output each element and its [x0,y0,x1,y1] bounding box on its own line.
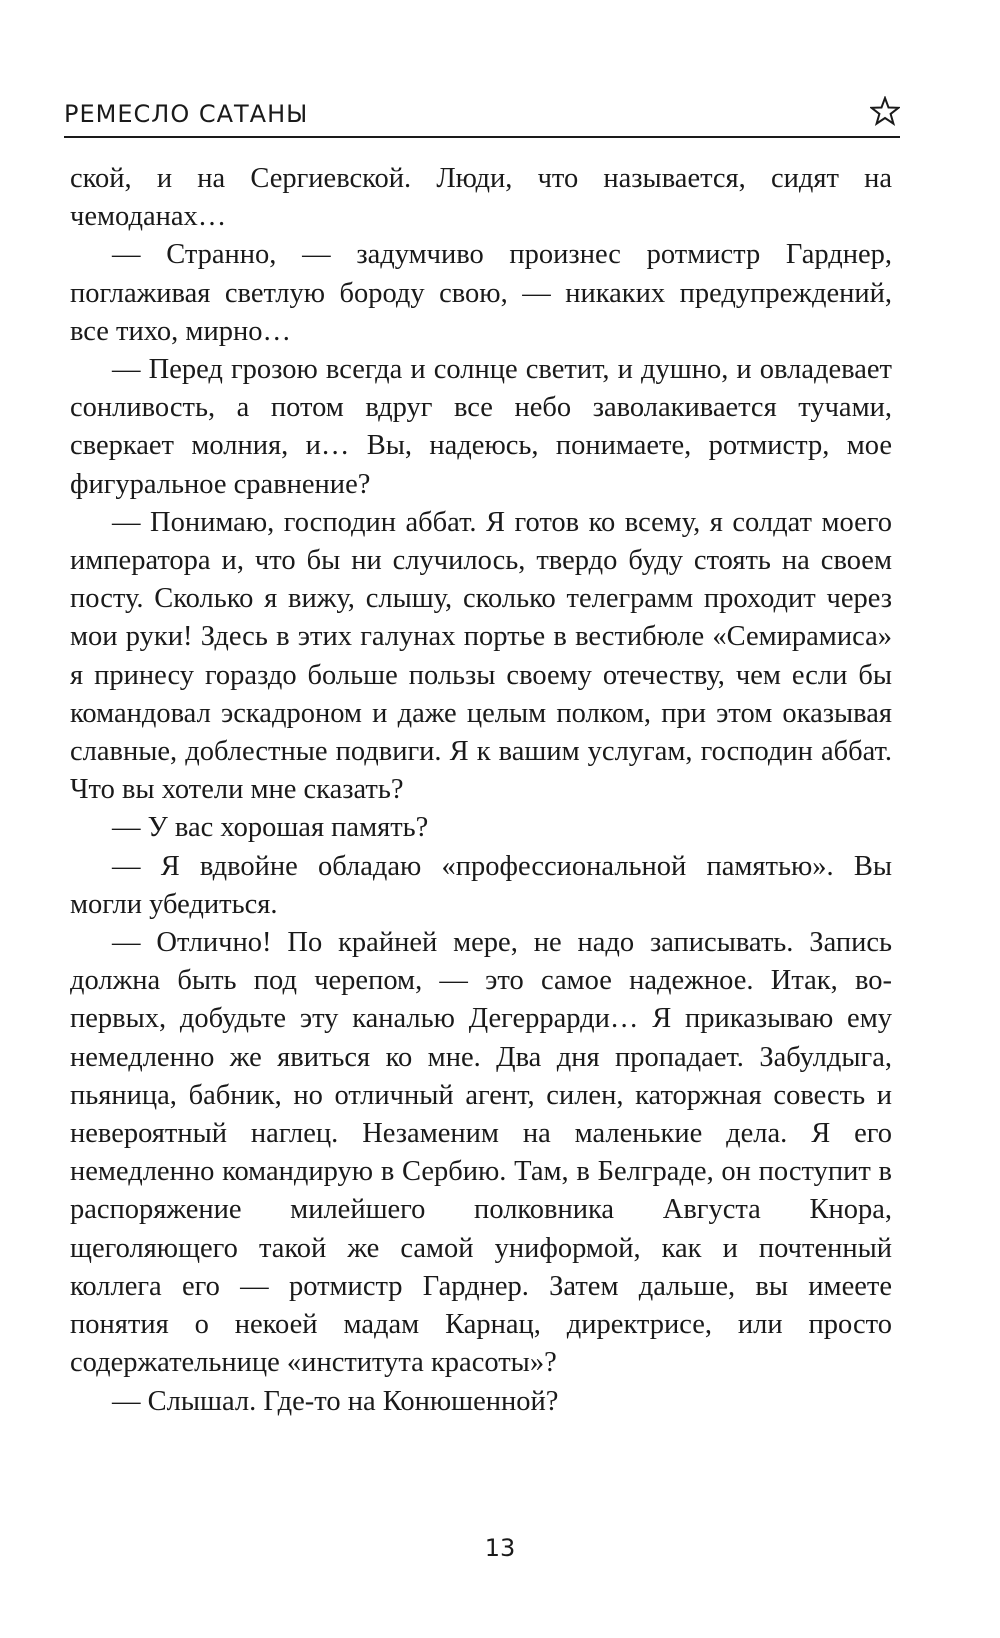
paragraph: — У вас хорошая память? [112,812,429,844]
star-outline-icon [870,96,900,126]
paragraph: — Странно, — задумчиво произнес ротмистр Гарднер, поглаживая светлую бороду свою, — никаких предупреждений, все тихо, мирно… [70,239,892,347]
book-title: РЕМЕСЛО САТАНЫ [64,100,309,128]
paragraph: — Понимаю, господин аббат. Я готов ко всему, я солдат моего императора и, что бы ни случилось, твердо буду стоять на своем посту. Сколько я вижу, слышу, сколько телеграмм проходит через мои руки! Здесь в этих галунах портье в вестибюле «Семирамиса» я принесу гораздо больше пользы своему отечеству, чем если бы командовал эскадроном и даже целым полком, при этом оказывая славные, доблестные подвиги. Я к вашим услугам, господин аббат. Что вы хотели мне сказать? [70,506,892,806]
paragraph: — Отлично! По крайней мере, не надо записывать. Запись должна быть под черепом, — это самое надежное. Итак, во-первых, добудьте эту каналью Дегеррарди… Я приказываю ему немедленно же явиться ко мне. Два дня пропадает. Забулдыга, пьяница, бабник, но отличный агент, силен, каторжная совесть и невероятный наглец. Незаменим на маленькие дела. Я его немедленно командирую в Сербию. Там, в Белграде, он поступит в распоряжение милейшего полковника Августа Кнора, щеголяющего такой же самой униформой, как и почтенный коллега его — ротмистр Гарднер. Затем дальше, вы имеете понятия о некоей мадам Карнац, директрисе, или просто содержательнице «института красоты»? [70,927,892,1379]
paragraph: — Я вдвойне обладаю «профессиональной памятью». Вы могли убедиться. [70,850,892,920]
running-head [64,96,900,136]
body-text [70,160,892,1421]
paragraph: — Перед грозою всегда и солнце светит, и душно, и овладевает сонливость, а потом вдруг все небо заволакивается тучами, сверкает молния, и… Вы, надеюсь, понимаете, ротмистр, мое фигуральное сравнение? [70,354,892,500]
paragraph: — Слышал. Где-то на Конюшенной? [112,1385,559,1417]
paragraph-continuation: ской, и на Сергиевской. Люди, что называется, сидят на чемоданах… [70,163,892,233]
header-rule [64,136,900,138]
page-number: 13 [484,1534,516,1562]
